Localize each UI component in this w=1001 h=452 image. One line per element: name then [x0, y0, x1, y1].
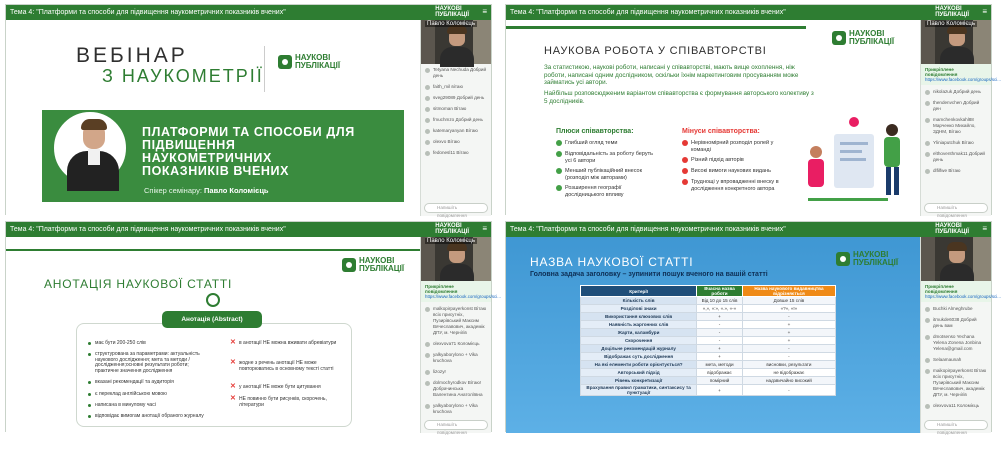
chat-message: elthoventhmak11 Добрий день	[925, 151, 987, 163]
brand-logo: НАУКОВІ ПУБЛІКАЦІЇ	[832, 30, 894, 46]
cross-icon	[682, 179, 688, 185]
table-row: Жарти, каламбури - +	[581, 329, 836, 337]
paragraph: Найбільш розповсюдженим варіантом співавторства є формування авторського колективу з 5 дослідників.	[544, 90, 814, 105]
topic-title: Тема 4: "Платформи та способи для підвищення наукометричних показників вчених"	[510, 9, 786, 16]
chat-message: dlfilfwe Вітаю	[925, 168, 987, 174]
slide-title: НАУКОВА РОБОТА У СПІВАВТОРСТВІ	[544, 45, 767, 57]
minus-item: Труднощі у впровадженні внеску в дослідження конкретного автора	[682, 179, 787, 192]
plus-title: Плюси співавторства:	[556, 128, 634, 135]
chat-message: olexvova11 Коломієць	[925, 403, 987, 409]
rule-item: має бути 200-250 слів	[88, 341, 208, 347]
chat-message: sveg29089 Добрий день	[425, 95, 487, 101]
speaker-line: Спікер семінару: Павло Коломієць	[144, 186, 269, 195]
video-panel-2	[505, 4, 1001, 218]
chat-messages	[921, 281, 1001, 417]
chat-messages	[421, 281, 501, 417]
chat-message: mamchenkovkahl88 Марченко Михайло, ЗДНМ, Вітаю	[925, 117, 987, 135]
people-illustration-icon	[796, 112, 916, 212]
rule-item: вказані рекомендації та аудиторія	[88, 380, 208, 386]
chat-message: malkopirpayerkonst Вітаю всіх присутніх, Пузирівський Максим Вячеславович, академік ДПУ, м. Чернігів	[425, 306, 487, 336]
minus-title: Мінуси співавторства:	[682, 128, 760, 135]
chat-message: dolmochyrodkov Вітаю! Добрачинська Валентина Анатоліївна	[425, 380, 487, 398]
chat-message: fedonesl11 Вітаю	[425, 150, 487, 156]
brand-logo: НАУКОВІ ПУБЛІКАЦІЇ	[278, 54, 340, 70]
check-icon	[556, 168, 562, 174]
scientometry-label: З НАУКОМЕТРІЇ	[102, 66, 264, 86]
table-header: Критерії Вчасна назва роботи Назва наукового видавництва відрізняється	[581, 286, 836, 297]
brand-logo: НАУКОВІ ПУБЛІКАЦІЇ	[836, 251, 898, 267]
table-row: Врахування правил граматики, синтаксису та пунктуації + -	[581, 385, 836, 396]
chat-message: katemaryanyan Вітаю	[425, 128, 487, 134]
topbar-logo: НАУКОВІ ПУБЛІКАЦІЇ	[435, 223, 469, 235]
table-row: Кількість слів Від 10 до 15 слів Довше 15 слів	[581, 297, 836, 305]
table-row: Відображає суть дослідження + -	[581, 353, 836, 361]
table-row: Розділові знаки «,», «:», «.», «-» «?», «!»	[581, 305, 836, 313]
accent-bar	[6, 249, 420, 251]
chat-message: fmuchmzo Добрий день	[425, 117, 487, 123]
plus-item: Менший публікаційний внесок (розподіл між авторами)	[556, 168, 661, 181]
chat-input[interactable]: Напишіть повідомлення	[924, 203, 988, 213]
logo-mark-icon	[278, 55, 292, 69]
chat-message: dmotsenso Yechana Yelena Zonena Jonbina Yelena@gmail.com	[925, 334, 987, 352]
rule-item: написана в минулому часі	[88, 403, 208, 409]
document-icon	[206, 293, 220, 307]
prohibition-item: ✕ в анотації НЕ можна вживати абревіатури	[230, 339, 337, 346]
speaker-photo	[54, 112, 126, 184]
cross-icon: ✕	[230, 395, 236, 402]
topic-title: Тема 4: "Платформи та способи для підвищення наукометричних показників вчених"	[10, 9, 286, 16]
cross-icon	[682, 157, 688, 163]
pinned-message[interactable]: Прикріплене повідомлення https://www.facebook.com/groups/sci...	[421, 281, 491, 302]
slide-abstract	[6, 237, 420, 433]
video-panel-4	[505, 221, 1001, 435]
chat-message: maikopirpayerkonst Вітаю всіх присутніх, Пузирівський Максим Вячеславович, академік ДПУ, м. Чернігів	[925, 368, 987, 398]
divider	[264, 46, 265, 92]
chat-message: faith_mil вітаю	[425, 84, 487, 90]
chat-messages	[421, 64, 491, 200]
topbar-logo: НАУКОВІ ПУБЛІКАЦІЇ	[435, 6, 469, 18]
chat-message: yalkyaborylono + Vikа kruchova	[425, 403, 487, 415]
slide-title: НАЗВА НАУКОВОЇ СТАТТІ	[530, 255, 694, 269]
speaker-video[interactable]	[921, 237, 991, 281]
topic-bar	[6, 5, 491, 20]
menu-icon[interactable]: ≡	[482, 7, 487, 16]
chat-message: yalkyaborylono + Vikа kruchova	[425, 352, 487, 364]
cross-icon: ✕	[230, 359, 236, 366]
chat-input[interactable]: Напишіть повідомлення	[424, 203, 488, 213]
criteria-table	[580, 285, 836, 396]
topbar-logo: НАУКОВІ ПУБЛІКАЦІЇ	[935, 6, 969, 18]
check-icon	[556, 185, 562, 191]
chat-input[interactable]: Напишіть повідомлення	[924, 420, 988, 430]
menu-icon[interactable]: ≡	[482, 224, 487, 233]
chat-message: Yliniaputchuk Вітаю	[925, 140, 987, 146]
table-row: Наявність жаргонних слів - +	[581, 321, 836, 329]
chat-sidebar	[420, 20, 491, 216]
webinar-label: ВЕБІНАР	[76, 44, 188, 67]
cross-icon: ✕	[230, 339, 236, 346]
minus-item: Різний підхід авторів	[682, 157, 787, 164]
pinned-message[interactable]: Прикріплене повідомлення https://www.facebook.com/groups/sci...	[921, 281, 991, 302]
chat-sidebar	[420, 237, 501, 435]
menu-icon[interactable]: ≡	[982, 7, 987, 16]
prohibition-item: ✕ НЕ повинно бути рисунків, скорочень, літератури	[230, 395, 327, 408]
abstract-pill: Анотація (Abstract)	[162, 311, 262, 328]
table-row: На які елементи роботи орієнтується? мета, методи висновки, результати	[581, 361, 836, 369]
prohibition-item: ✕ у анотації НЕ може бути цитування	[230, 383, 321, 390]
chat-message: olexvova71 Коломієць	[425, 341, 487, 347]
rule-item: структурована за параметрами: актуальність наукового дослідження; мета та методи / дослідження;основні результати роботи; практичне значення дослідження	[88, 352, 208, 374]
topic-title: Тема 4: "Платформи та способи для підвищення наукометричних показників вчених"	[10, 226, 286, 233]
minus-item: Високі вимоги наукових видань	[682, 168, 787, 175]
chat-message: nikolazuk Добрий день	[925, 89, 987, 95]
topic-bar	[6, 222, 491, 237]
chat-message: thendenvchen Добрий ден	[925, 100, 987, 112]
topic-bar	[506, 5, 991, 20]
chat-message: lizozyr	[425, 369, 487, 375]
chat-message: olexvo Вітаю	[425, 139, 487, 145]
video-panel-3	[5, 221, 501, 435]
slide-subtitle: Головна задача заголовку – зупинити пошук вченого на вашій статті	[530, 271, 768, 278]
chat-messages	[921, 64, 1001, 200]
topic-title: Тема 4: "Платформи та способи для підвищення наукометричних показників вчених"	[510, 226, 786, 233]
prohibition-item: ✕ жодне з речень анотації НЕ може повторюватись в основному тексті статті	[230, 359, 334, 372]
chat-sidebar	[920, 20, 1001, 218]
abstract-card	[76, 323, 352, 427]
accent-bar	[506, 26, 806, 29]
slide-title: АНОТАЦІЯ НАУКОВОЇ СТАТТІ	[44, 277, 233, 291]
table-row: Використання ключових слів + -	[581, 313, 836, 321]
cross-icon	[682, 140, 688, 146]
menu-icon[interactable]: ≡	[982, 224, 987, 233]
plus-item: Глибший огляд теми	[556, 140, 661, 147]
plus-item: Відповідальність за роботу беруть усі 6 автори	[556, 151, 661, 164]
webinar-title: ПЛАТФОРМИ ТА СПОСОБИ ДЛЯ ПІДВИЩЕННЯ НАУКОМЕТРИЧНИХ ПОКАЗНИКІВ ВЧЕНИХ	[142, 125, 355, 178]
chat-message: Buchki Almeghrube	[925, 306, 987, 312]
pinned-message[interactable]: Прикріплене повідомлення https://www.facebook.com/groups/sci...	[921, 64, 991, 85]
chat-message: Selaamaunah	[925, 357, 987, 363]
logo-mark-icon	[832, 31, 846, 45]
slide-webinar	[6, 20, 420, 216]
speaker-video[interactable]: Павло Коломієць	[421, 237, 491, 281]
cross-icon	[682, 168, 688, 174]
chat-message: sitmoman Вітаю	[425, 106, 487, 112]
chat-message: Tetyana Nechuda Добрий день	[425, 67, 487, 79]
topbar-logo: НАУКОВІ ПУБЛІКАЦІЇ	[935, 223, 969, 235]
cross-icon: ✕	[230, 383, 236, 390]
brand-logo: НАУКОВІ ПУБЛІКАЦІЇ	[342, 257, 404, 273]
topic-bar	[506, 222, 991, 237]
speaker-video[interactable]: Павло Коломієць	[421, 20, 491, 64]
check-icon	[556, 151, 562, 157]
speaker-video[interactable]: Павло Коломієць	[921, 20, 991, 64]
logo-mark-icon	[836, 252, 850, 266]
check-icon	[556, 140, 562, 146]
logo-mark-icon	[342, 258, 356, 272]
plus-item: Розширення географії дослідницького впливу	[556, 185, 661, 198]
rule-item: відповідає вимогам анотації обраного журналу	[88, 414, 208, 420]
minus-item: Нерівномірний розподіл ролей у команді	[682, 140, 787, 153]
video-panel-1	[5, 4, 492, 218]
table-row: Рівень конкретизації помірний надзвичайно високий	[581, 377, 836, 385]
rule-item: є переклад англійською мовою	[88, 392, 208, 398]
slide-coauthorship	[506, 20, 920, 216]
chat-message: itmukde6038 Добрий день вам	[925, 317, 987, 329]
slide-article-title	[506, 237, 920, 433]
chat-input[interactable]: Напишіть повідомлення	[424, 420, 488, 430]
table-row: Авторський підхід відображає не відображає	[581, 369, 836, 377]
table-row: Доцільне рекомендацій журналу + -	[581, 345, 836, 353]
paragraph: За статистикою, наукові роботи, написані у співавторстві, мають вище охоплення, ніж роботи, написані одним дослідником, оскільки їхнім маркетинговим просуванням може займатись усі автори.	[544, 64, 799, 86]
table-row: Скорочення - +	[581, 337, 836, 345]
chat-sidebar	[920, 237, 1001, 435]
